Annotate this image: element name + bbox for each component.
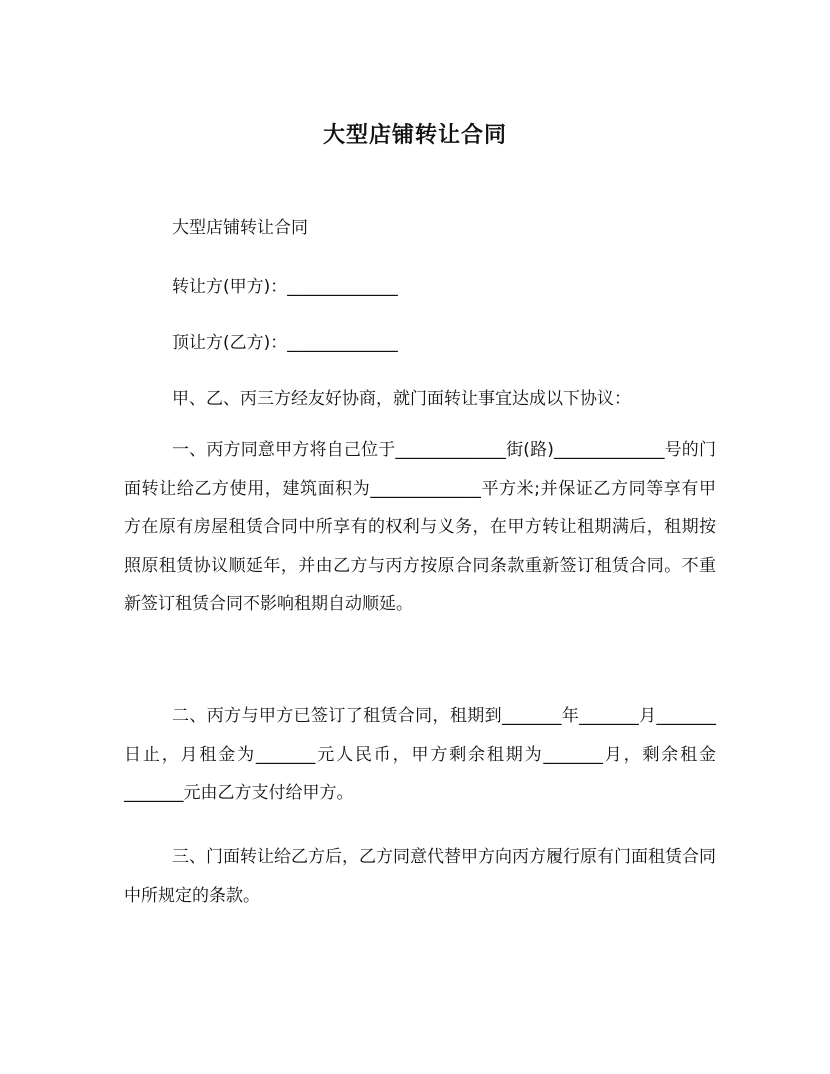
document-title: 大型店铺转让合同	[322, 123, 507, 148]
clause-1: 一、丙方同意甲方将自己位于_____________街(路)_____________号的门面转让给乙方使用，建筑面积为_____________平方米;并保证乙方同等享有甲方在原有房屋租赁合同中所享有的权利与义务，在甲方转让租期满后，租期按照原租赁协议顺延年，并由乙方与丙方按原合同条款重新签订租赁合同。不重新签订租赁合同不影响租期自动顺延。	[124, 440, 716, 614]
clause-2: 二、丙方与甲方已签订了租赁合同，租期到_______年_______月_______日止，月租金为_______元人民币，甲方剩余租期为_______月，剩余租金_______元由乙方支付给甲方。	[124, 706, 716, 803]
subtitle: 大型店铺转让合同	[172, 218, 308, 238]
intro-line: 甲、乙、丙三方经友好协商，就门面转让事宜达成以下协议：	[172, 389, 631, 409]
party-b-line: 顶让方(乙方)：_____________	[172, 333, 398, 353]
party-a-line: 转让方(甲方)：_____________	[172, 277, 398, 297]
clause-3: 三、门面转让给乙方后，乙方同意代替甲方向丙方履行原有门面租赁合同中所规定的条款。	[124, 847, 716, 906]
